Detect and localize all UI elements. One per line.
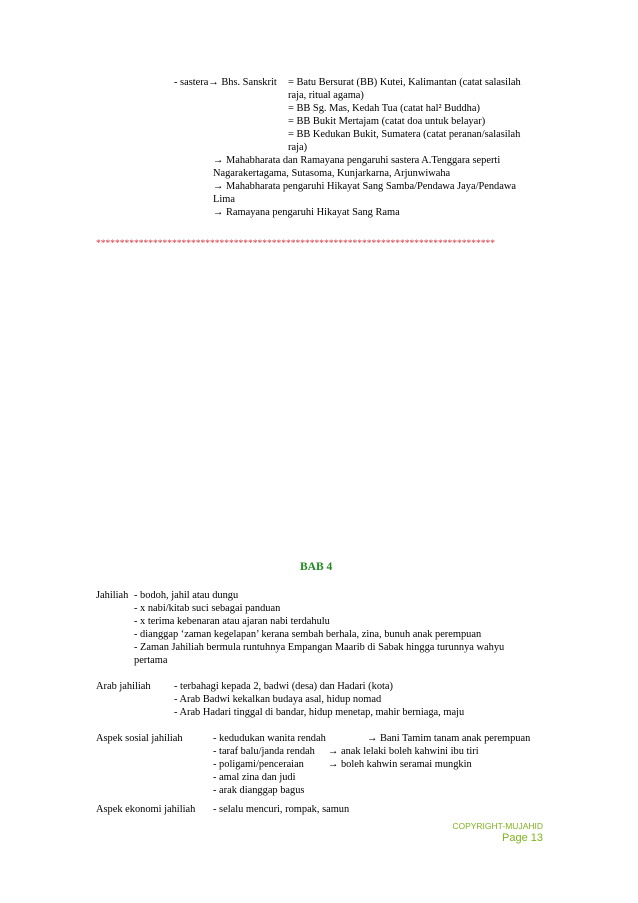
sosial-item-2: - taraf balu/janda rendah xyxy=(213,746,315,757)
sosial-item-5: - arak dianggap bagus xyxy=(213,785,305,796)
jahiliah-line-5: - Zaman Jahiliah bermula runtuhnya Empangan Maarib di Sabak hingga turunnya wahyu xyxy=(134,642,505,653)
aspek-ekonomi-label: Aspek ekonomi jahiliah xyxy=(96,804,196,815)
jahiliah-label: Jahiliah xyxy=(96,590,129,601)
sosial-item-4: - amal zina dan judi xyxy=(213,772,296,783)
chapter-heading: BAB 4 xyxy=(300,561,333,573)
influence-line-4: Lima xyxy=(213,194,235,205)
sosial-item-1: - kedudukan wanita rendah xyxy=(213,733,326,744)
jahiliah-line-4: - dianggap ‘zaman kegelapan’ kerana sembah berhala, zina, bunuh anak perempuan xyxy=(134,629,482,640)
inscription-line-1: = Batu Bersurat (BB) Kutei, Kalimantan (catat salasilah xyxy=(288,77,521,88)
ekonomi-line-1: - selalu mencuri, rompak, samun xyxy=(213,804,350,815)
inscription-line-5: = BB Kedukan Bukit, Sumatera (catat peranan/salasilah xyxy=(288,129,521,140)
arab-jahiliah-line-2: - Arab Badwi kekalkan budaya asal, hidup nomad xyxy=(174,694,382,705)
footer-copyright: COPYRIGHT-MUJAHID xyxy=(452,821,543,831)
inscription-line-2: raja, ritual agama) xyxy=(288,90,364,101)
influence-line-2: Nagarakertagama, Sutasoma, Kunjarkarna, Arjunwiwaha xyxy=(213,168,451,179)
arab-jahiliah-line-1: - terbahagi kepada 2, badwi (desa) dan Hadari (kota) xyxy=(174,681,393,692)
footer-page-number: Page 13 xyxy=(502,832,543,844)
arab-jahiliah-label: Arab jahiliah xyxy=(96,681,151,692)
sosial-note-1: → Bani Tamim tanam anak perempuan xyxy=(367,733,531,744)
jahiliah-line-2: - x nabi/kitab suci sebagai panduan xyxy=(134,603,281,614)
inscription-line-6: raja) xyxy=(288,142,308,153)
inscription-line-3: = BB Sg. Mas, Kedah Tua (catat hal² Buddha) xyxy=(288,103,480,114)
sastera-label: - sastera→ Bhs. Sanskrit xyxy=(174,77,277,88)
jahiliah-line-3: - x terima kebenaran atau ajaran nabi terdahulu xyxy=(134,616,330,627)
sosial-note-3: → boleh kahwin seramai mungkin xyxy=(328,759,472,770)
jahiliah-line-6: pertama xyxy=(134,655,168,666)
jahiliah-line-1: - bodoh, jahil atau dungu xyxy=(134,590,239,601)
arab-jahiliah-line-3: - Arab Hadari tinggal di bandar, hidup menetap, mahir berniaga, maju xyxy=(174,707,465,718)
aspek-sosial-label: Aspek sosial jahiliah xyxy=(96,733,183,744)
inscription-line-4: = BB Bukit Mertajam (catat doa untuk belayar) xyxy=(288,116,486,127)
sosial-item-3: - poligami/penceraian xyxy=(213,759,304,770)
influence-line-3: → Mahabharata pengaruhi Hikayat Sang Samba/Pendawa Jaya/Pendawa xyxy=(213,181,516,192)
sosial-note-2: → anak lelaki boleh kahwini ibu tiri xyxy=(328,746,479,757)
star-separator: ************************************************************************************ xyxy=(96,239,495,249)
influence-line-5: → Ramayana pengaruhi Hikayat Sang Rama xyxy=(213,207,400,218)
influence-line-1: → Mahabharata dan Ramayana pengaruhi sastera A.Tenggara seperti xyxy=(213,155,501,166)
